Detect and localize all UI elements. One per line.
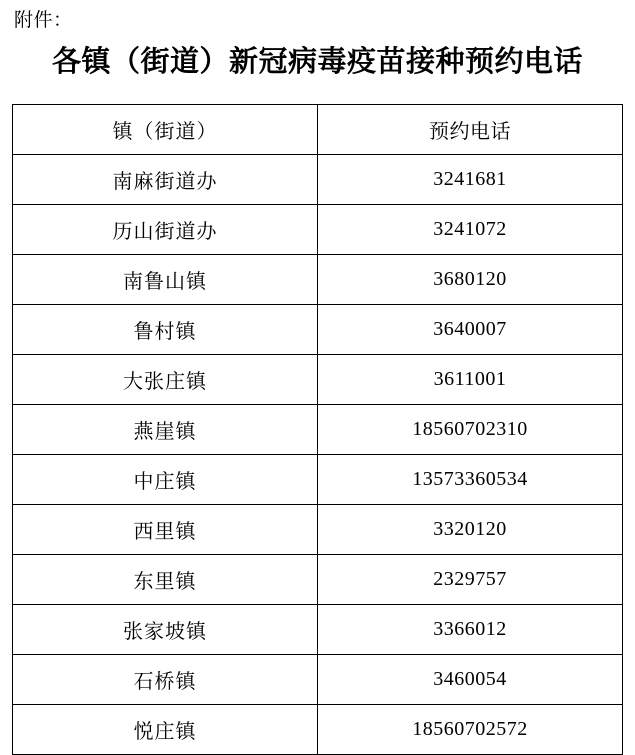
cell-phone: 3366012 (318, 605, 623, 655)
table-row (13, 405, 623, 455)
table-row (13, 155, 623, 205)
attachment-label: 附件： (14, 10, 73, 31)
table-row (13, 505, 623, 555)
table-header-row (13, 105, 623, 155)
cell-town: 东里镇 (13, 555, 318, 605)
table-row (13, 305, 623, 355)
cell-phone: 3640007 (318, 305, 623, 355)
cell-town: 南麻街道办 (13, 155, 318, 205)
cell-town: 南鲁山镇 (13, 255, 318, 305)
table-header-town: 镇（街道） (13, 105, 318, 155)
table-row (13, 355, 623, 405)
appointment-phone-table (12, 104, 623, 755)
cell-phone: 3460054 (318, 655, 623, 705)
table-body (13, 105, 623, 755)
cell-phone: 3241681 (318, 155, 623, 205)
cell-phone: 3680120 (318, 255, 623, 305)
cell-phone: 3611001 (318, 355, 623, 405)
table-row (13, 205, 623, 255)
table-row (13, 255, 623, 305)
cell-phone: 2329757 (318, 555, 623, 605)
table-row (13, 605, 623, 655)
cell-town: 石桥镇 (13, 655, 318, 705)
table-header-phone: 预约电话 (318, 105, 623, 155)
cell-phone: 18560702310 (318, 405, 623, 455)
cell-town: 悦庄镇 (13, 705, 318, 755)
phone-table-container (12, 104, 623, 755)
cell-town: 鲁村镇 (13, 305, 318, 355)
cell-town: 中庄镇 (13, 455, 318, 505)
cell-town: 大张庄镇 (13, 355, 318, 405)
cell-town: 历山街道办 (13, 205, 318, 255)
cell-town: 张家坡镇 (13, 605, 318, 655)
cell-phone: 13573360534 (318, 455, 623, 505)
cell-phone: 3320120 (318, 505, 623, 555)
cell-town: 西里镇 (13, 505, 318, 555)
cell-town: 燕崖镇 (13, 405, 318, 455)
table-row (13, 705, 623, 755)
table-row (13, 655, 623, 705)
table-row (13, 455, 623, 505)
page-title: 各镇（街道）新冠病毒疫苗接种预约电话 (51, 46, 583, 78)
table-row (13, 555, 623, 605)
cell-phone: 3241072 (318, 205, 623, 255)
cell-phone: 18560702572 (318, 705, 623, 755)
